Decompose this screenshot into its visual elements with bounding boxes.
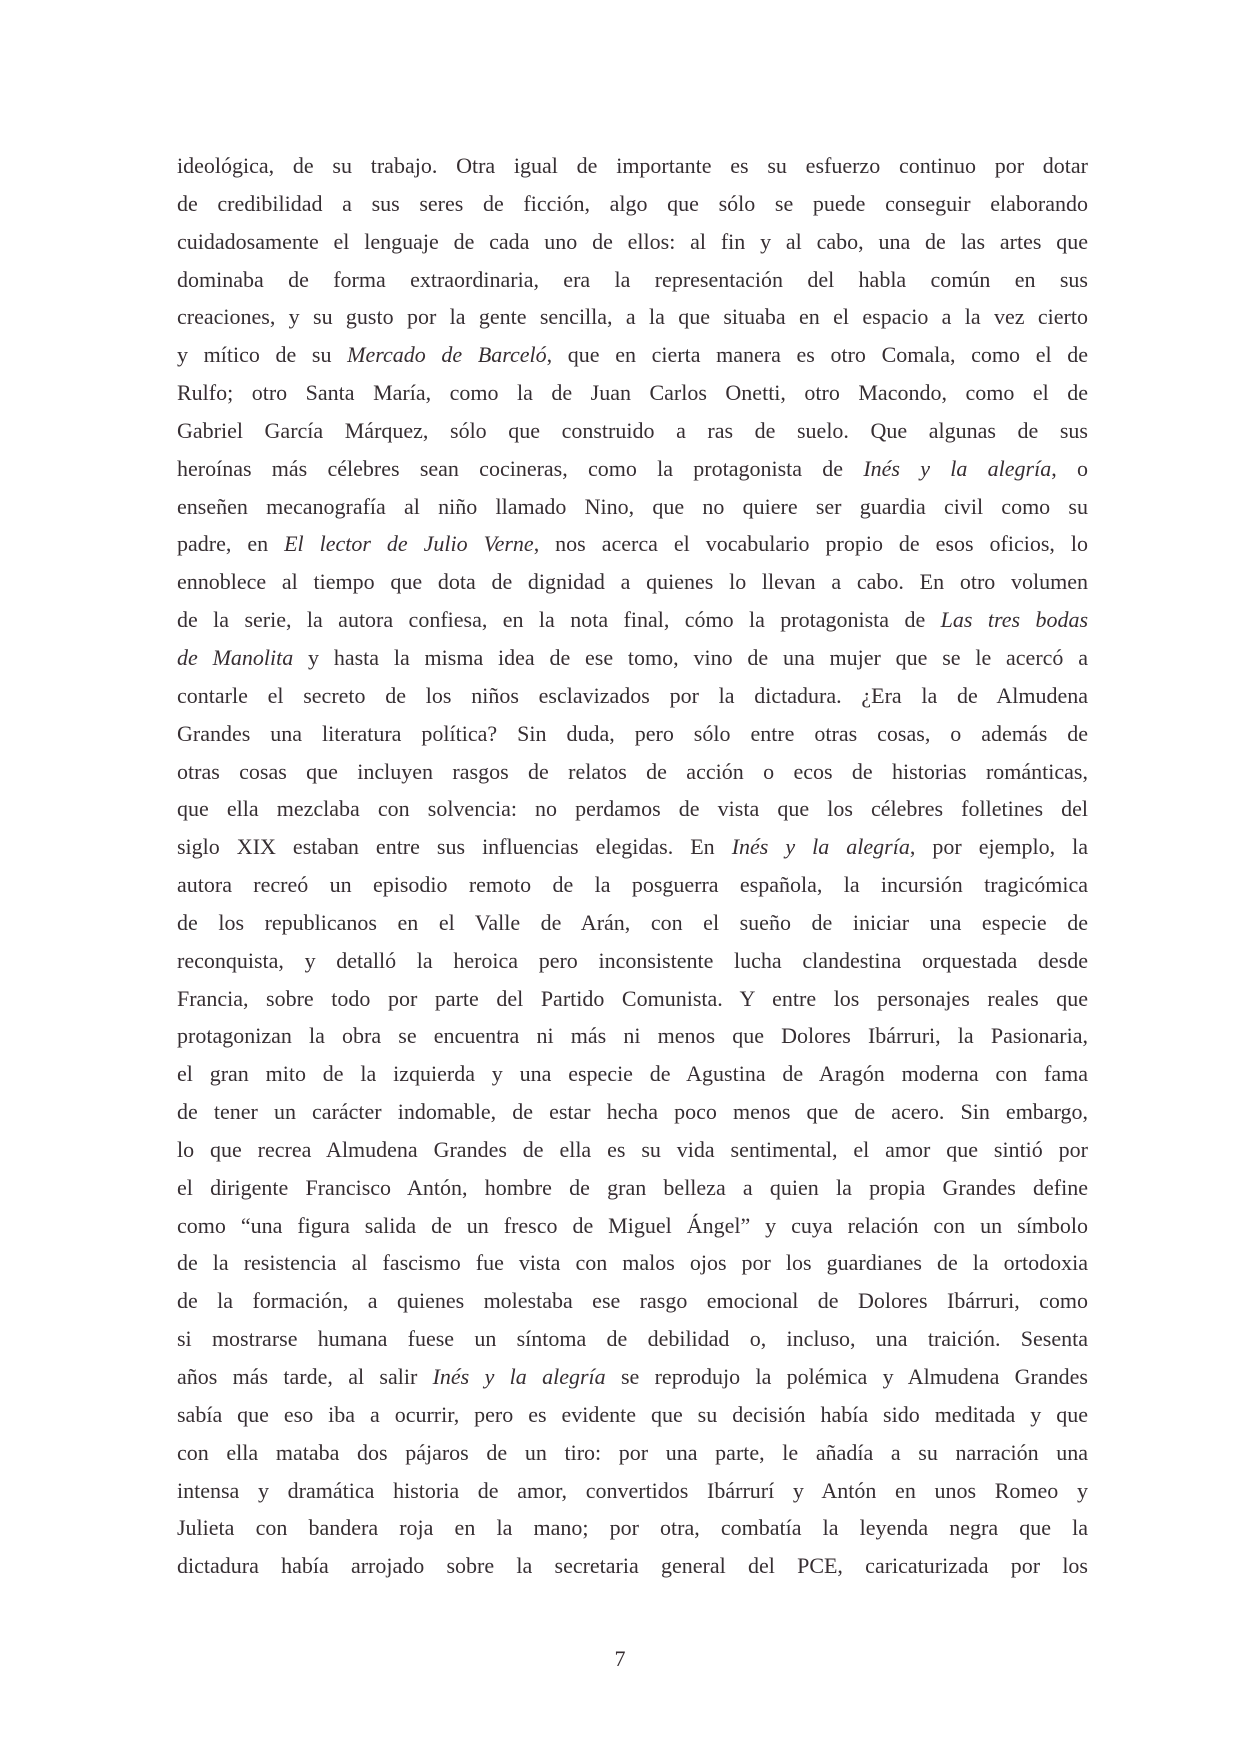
text-line xyxy=(177,223,1088,261)
text-line xyxy=(177,1509,1088,1547)
text-line xyxy=(177,147,1088,185)
italic-text-segment: Inés y la alegría xyxy=(863,455,1052,481)
text-line xyxy=(177,753,1088,791)
text-line xyxy=(177,298,1088,336)
text-block xyxy=(177,147,1088,1585)
text-segment: de tener un carácter indomable, de estar hecha poco menos que de acero. Sin embargo, xyxy=(177,1099,1088,1125)
text-line xyxy=(177,412,1088,450)
text-line xyxy=(177,374,1088,412)
text-line xyxy=(177,261,1088,299)
italic-text-segment: Las tres bodas xyxy=(940,607,1088,633)
text-line xyxy=(177,1017,1088,1055)
text-segment: de la serie, la autora confiesa, en la nota final, cómo la protagonista de xyxy=(177,607,941,633)
text-segment: de la formación, a quienes molestaba ese rasgo emocional de Dolores Ibárruri, como xyxy=(177,1288,1088,1314)
text-line xyxy=(177,1282,1088,1320)
text-segment: cuidadosamente el lenguaje de cada uno de ellos: al fin y al cabo, una de las artes que xyxy=(177,228,1088,254)
text-segment: años más tarde, al salir xyxy=(177,1364,433,1389)
text-segment: se reprodujo la polémica y Almudena Grandes xyxy=(605,1364,1088,1389)
page-number: 7 xyxy=(614,1646,626,1671)
text-segment: si mostrarse humana fuese un síntoma de debilidad o, incluso, una traición. Sesenta xyxy=(177,1326,1088,1352)
text-line xyxy=(177,1547,1088,1585)
italic-text-segment: de Manolita xyxy=(177,644,294,670)
text-segment: de los republicanos en el Valle de Arán, con el sueño de iniciar una especie de xyxy=(177,909,1088,935)
text-line xyxy=(177,1244,1088,1282)
text-segment: Rulfo; otro Santa María, como la de Juan Carlos Onetti, otro Macondo, como el de xyxy=(177,380,1088,406)
text-line xyxy=(177,1472,1088,1510)
text-segment: , por ejemplo, la xyxy=(909,834,1088,860)
text-segment: padre, en xyxy=(177,531,285,557)
text-line xyxy=(177,1131,1088,1169)
text-segment: protagonizan la obra se encuentra ni más ni menos que Dolores Ibárruri, la Pasionaria, xyxy=(177,1023,1088,1049)
text-line xyxy=(177,525,1088,563)
text-segment: creaciones, y su gusto por la gente sencilla, a la que situaba en el espacio a la vez cierto xyxy=(177,304,1088,330)
text-segment: como “una figura salida de un fresco de Miguel Ángel” y cuya relación con un símbolo xyxy=(177,1212,1088,1238)
text-segment: que ella mezclaba con solvencia: no perdamos de vista que los célebres folletines del xyxy=(177,796,1088,822)
text-segment: ideológica, de su trabajo. Otra igual de importante es su esfuerzo continuo por dotar xyxy=(177,153,1088,178)
italic-text-segment: El lector de Julio Verne xyxy=(284,531,534,557)
text-line xyxy=(177,563,1088,601)
text-line xyxy=(177,336,1088,374)
text-line xyxy=(177,942,1088,980)
text-line xyxy=(177,1320,1088,1358)
text-line xyxy=(177,904,1088,942)
text-line xyxy=(177,828,1088,866)
text-segment: y mítico de su xyxy=(177,342,348,368)
text-segment: lo que recrea Almudena Grandes de ella es su vida sentimental, el amor que sintió por xyxy=(177,1136,1088,1162)
text-segment: enseñen mecanografía al niño llamado Nino, que no quiere ser guardia civil como su xyxy=(177,493,1088,519)
text-segment: y hasta la misma idea de ese tomo, vino de una mujer que se le acercó a xyxy=(293,644,1088,670)
italic-text-segment: Inés y la alegría xyxy=(731,834,910,860)
text-segment: siglo XIX estaban entre sus influencias elegidas. En xyxy=(177,834,732,860)
text-line xyxy=(177,980,1088,1018)
text-segment: intensa y dramática historia de amor, convertidos Ibárrurí y Antón en unos Romeo y xyxy=(177,1477,1088,1503)
text-segment: de la resistencia al fascismo fue vista con malos ojos por los guardianes de la ortodoxia xyxy=(177,1250,1088,1276)
text-segment: el gran mito de la izquierda y una especie de Agustina de Aragón moderna con fama xyxy=(177,1061,1088,1087)
text-line xyxy=(177,715,1088,753)
italic-text-segment: Inés y la alegría xyxy=(432,1364,606,1389)
text-segment: Gabriel García Márquez, sólo que construido a ras de suelo. Que algunas de sus xyxy=(177,417,1088,443)
text-segment: , o xyxy=(1051,455,1088,481)
text-line xyxy=(177,1396,1088,1434)
text-line xyxy=(177,1207,1088,1245)
text-line xyxy=(177,639,1088,677)
text-line xyxy=(177,1169,1088,1207)
text-segment: con ella mataba dos pájaros de un tiro: por una parte, le añadía a su narración una xyxy=(177,1439,1088,1465)
text-line xyxy=(177,185,1088,223)
text-segment: dominaba de forma extraordinaria, era la representación del habla común en sus xyxy=(177,266,1088,292)
text-line xyxy=(177,677,1088,715)
text-segment: Grandes una literatura política? Sin duda, pero sólo entre otras cosas, o además de xyxy=(177,720,1088,746)
text-segment: reconquista, y detalló la heroica pero inconsistente lucha clandestina orquestada desde xyxy=(177,947,1088,973)
text-segment: el dirigente Francisco Antón, hombre de gran belleza a quien la propia Grandes define xyxy=(177,1174,1088,1200)
text-segment: autora recreó un episodio remoto de la posguerra española, la incursión tragicómica xyxy=(177,872,1088,898)
text-segment: sabía que eso iba a ocurrir, pero es evidente que su decisión había sido meditada y que xyxy=(177,1401,1088,1427)
italic-text-segment: Mercado de Barceló xyxy=(347,342,547,368)
text-line xyxy=(177,790,1088,828)
text-segment: dictadura había arrojado sobre la secretaria general del PCE, caricaturizada por los xyxy=(177,1553,1088,1579)
text-segment: Julieta con bandera roja en la mano; por otra, combatía la leyenda negra que la xyxy=(177,1515,1088,1541)
text-line xyxy=(177,488,1088,526)
text-line xyxy=(177,1093,1088,1131)
text-segment: otras cosas que incluyen rasgos de relatos de acción o ecos de historias románticas, xyxy=(177,758,1088,784)
text-line xyxy=(177,1358,1088,1396)
text-segment: , que en cierta manera es otro Comala, como el de xyxy=(546,342,1088,368)
text-segment: contarle el secreto de los niños esclavizados por la dictadura. ¿Era la de Almudena xyxy=(177,682,1088,708)
text-segment: ennoblece al tiempo que dota de dignidad a quienes lo llevan a cabo. En otro volumen xyxy=(177,569,1088,595)
text-line xyxy=(177,601,1088,639)
text-line xyxy=(177,866,1088,904)
text-line xyxy=(177,1434,1088,1472)
text-line xyxy=(177,450,1088,488)
text-segment: heroínas más célebres sean cocineras, como la protagonista de xyxy=(177,455,864,481)
text-segment: de credibilidad a sus seres de ficción, algo que sólo se puede conseguir elaborando xyxy=(177,190,1088,216)
text-segment: , nos acerca el vocabulario propio de esos oficios, lo xyxy=(533,531,1088,557)
text-segment: Francia, sobre todo por parte del Partido Comunista. Y entre los personajes reales que xyxy=(177,985,1088,1011)
text-line xyxy=(177,1055,1088,1093)
